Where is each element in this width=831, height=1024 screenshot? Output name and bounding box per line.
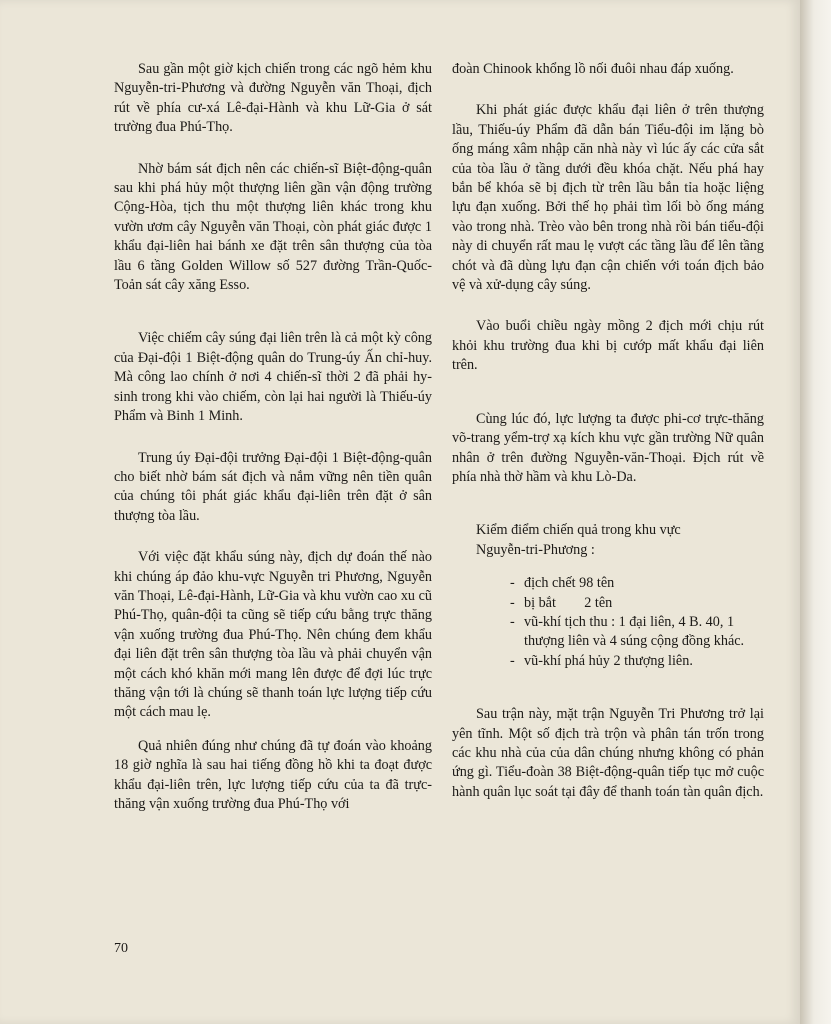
paragraph-airlift: Quả nhiên đúng như chúng đã tự đoán vào khoảng 18 giờ nghĩa là sau hai tiếng đồng hồ khi ta đoạt được khẩu đại-liên trên, lực lượng tiếp cứu của ta đã trực-thăng vận xuống trường đua Phú-Thọ với: [114, 737, 432, 812]
paragraph-discovery: Nhờ bám sát địch nên các chiến-sĩ Biệt-động-quân sau khi phá hủy một thượng liên gần vận động trường Cộng-Hòa, tịch thu một thượng liên khác trong khu vườn ươm cây Nguyễn văn Thoại, còn phát giác được 1 khẩu đại-liên hai bánh xe đặt trên sân thượng của tòa lầu 6 tầng Golden Willow số 527 đường Trần-Quốc-Toản sát cây xăng Esso.: [114, 160, 432, 294]
tally-item-destroyed: - vũ-khí phá hủy 2 thượng liên.: [510, 652, 764, 671]
paragraph-withdrawal: Vào buổi chiều ngày mồng 2 địch mới chịu rút khỏi khu trường đua khi bị cướp mất khẩu đại liên trên.: [452, 318, 764, 374]
paragraph-assault: Khi phát giác được khẩu đại liên ở trên thượng lầu, Thiếu-úy Phẩm đã dẫn bán Tiểu-đội im lặng bò ống máng xâm nhập căn nhà này vì lúc ấy các cửa sắt của tòa lầu ở tầng dưới đều khóa chặt. Nếu phá hay bắn bể khóa sẽ bị địch từ trên lầu bắn tỉa hoặc liệng lựu đạn xuống. Bởi thế họ phải tìm lối bò ống máng vào trong nhà. Trèo vào bên trong nhà rồi bán tiểu-đội này di chuyển rất mau lẹ vượt các tầng lầu để lên tầng chót và đã dùng lựu đạn cận chiến với toán địch bảo vệ và xử-dụng cây súng.: [452, 102, 764, 294]
page-number: 70: [114, 941, 128, 956]
tally-heading-line1: Kiểm điểm chiến quả trong khu vực: [476, 522, 681, 539]
tally-list: [452, 574, 764, 671]
tally-item-captured: - bị bắt 2 tên: [510, 594, 764, 613]
paragraph-capture: Việc chiếm cây súng đại liên trên là cả một kỳ công của Đại-đội 1 Biệt-động quân do Trung-úy Ấn chỉ-huy. Mà công lao chính ở nơi 4 chiến-sĩ thời 2 đã phải hy-sinh trong khi vào chiếm, còn lại hai người là Thiếu-úy Phẩm và Binh 1 Minh.: [114, 330, 432, 425]
book-spine-edge: [800, 0, 831, 1024]
paragraph-chinook: đoàn Chinook khổng lồ nối đuôi nhau đáp xuống.: [452, 61, 734, 77]
paragraph-commander: Trung úy Đại-đội trưởng Đại-đội 1 Biệt-động-quân cho biết nhờ bám sát địch và nắm vững nên tiền quân của chúng tôi phát giác khẩu đại-liên trên đặt ở sân thượng tòa lầu.: [114, 449, 432, 524]
paragraph-aftermath: Sau trận này, mặt trận Nguyễn Tri Phương trở lại yên tĩnh. Một số địch trà trộn và phân tán trốn trong các khu nhà của của dân chúng nhưng không có phản ứng gì. Tiểu-đoàn 38 Biệt-động-quân tiếp tục mở cuộc hành quân lục soát tại đây để thanh toán tàn quân địch.: [452, 706, 764, 800]
tally-heading-line2: Nguyễn-tri-Phương :: [476, 541, 595, 558]
paragraph-retreat: Sau gần một giờ kịch chiến trong các ngõ hẻm khu Nguyễn-tri-Phương và đường Nguyễn văn Thoại, địch rút về phía cư-xá Lê-đại-Hành và khu Lữ-Gia ở sát trường đua Phú-Thọ.: [114, 61, 432, 136]
tally-item-seized: - vũ-khí tịch thu : 1 đại liên, 4 B. 40, 1 thượng liên và 4 súng cộng đồng khác.: [510, 613, 764, 652]
right-column: [452, 60, 764, 802]
paragraph-enemy-plan: Với việc đặt khẩu súng này, địch dự đoán thế nào khi chúng áp đảo khu-vực Nguyễn tri Phương, Nguyễn văn Thoại, Lê-đại-Hành, Lữ-Gia và khu vườn cao xu cũ Phú-Thọ, quân-đội ta cũng sẽ tiếp cứu bằng trực thăng vận xuống trường đua Phú-Thọ. Nên chúng đem khẩu đại liên đặt trên sân thượng tòa lầu và phải chuyển vận một cách khó khăn mới mang lên được để đợi lúc trực thăng vận tới là chúng sẽ thanh toán lực lượng tiếp cứu một cách mau lẹ.: [114, 549, 432, 721]
paragraph-gunships: Cùng lúc đó, lực lượng ta được phi-cơ trực-thăng võ-trang yểm-trợ xạ kích khu vực gần trường Nữ quân nhân ở trên đường Nguyễn-văn-Thoại. Địch rút về phía nhà thờ hầm và khu Lò-Da.: [452, 410, 764, 485]
tally-heading: [452, 521, 764, 560]
tally-item-killed: - địch chết 98 tên: [510, 574, 764, 593]
left-column: [114, 60, 432, 814]
